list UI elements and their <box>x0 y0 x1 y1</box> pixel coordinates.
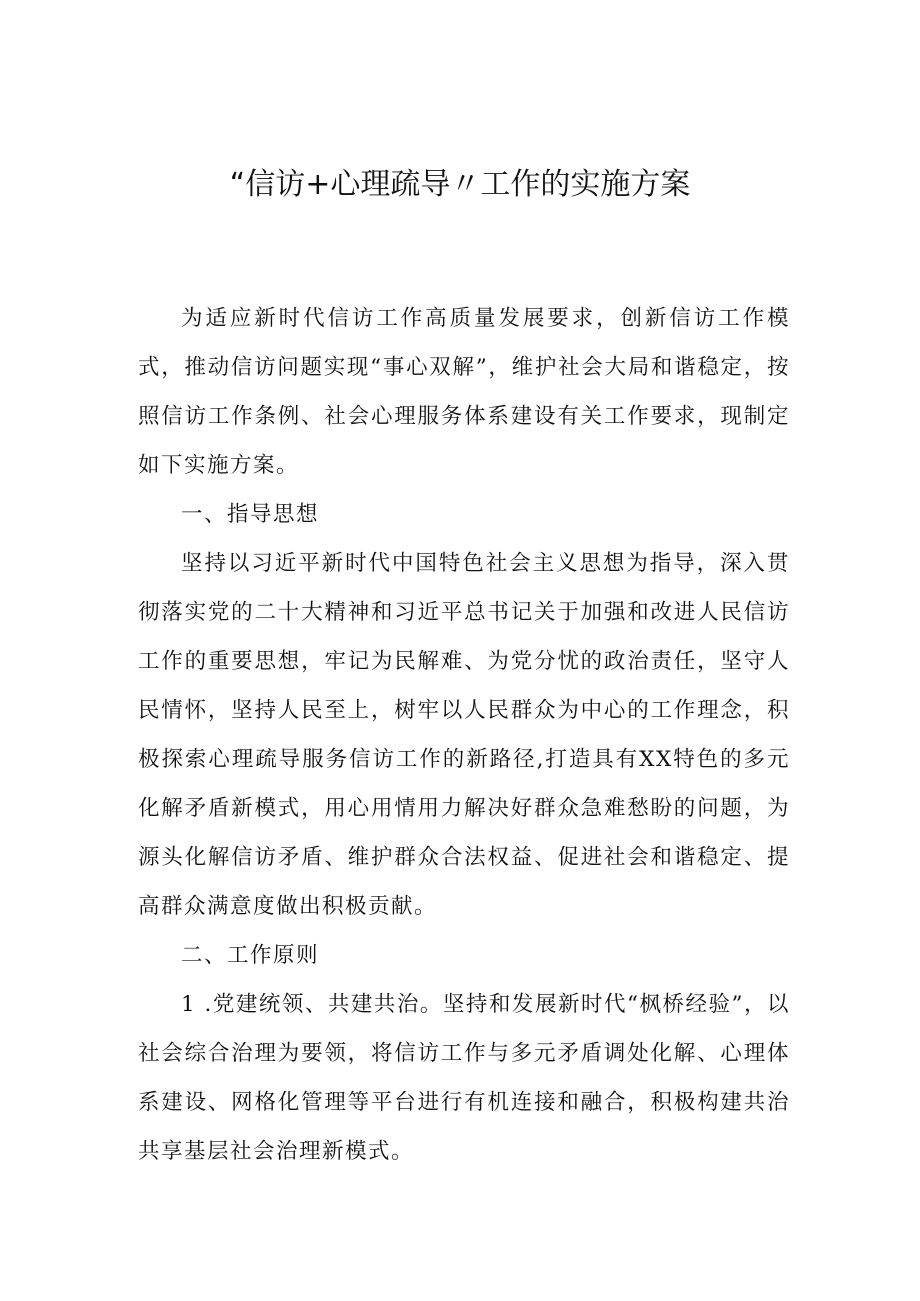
guiding-ideology-paragraph: 坚持以习近平新时代中国特色社会主义思想为指导，深入贯彻落实党的二十大精神和习近平总书记关于加强和改进人民信访工作的重要思想，牢记为民解难、为党分忧的政治责任，坚守人民情怀，坚持人民至上，树牢以人民群众为中心的工作理念，积极探索心理疏导服务信访工作的新路径,打造具有XX特色的多元化解矛盾新模式，用心用情用力解决好群众急难愁盼的问题，为源头化解信访矛盾、维护群众合法权益、促进社会和谐稳定、提高群众满意度做出积极贡献。 <box>138 551 790 919</box>
section-heading-guiding-ideology: 一、指导思想 <box>181 502 320 527</box>
intro-paragraph: 为适应新时代信访工作高质量发展要求，创新信访工作模式，推动信访问题实现“事心双解”，维护社会大局和谐稳定，按照信访工作条例、社会心理服务体系建设有关工作要求，现制定如下实施方案。 <box>138 306 790 478</box>
document-body <box>138 294 790 1176</box>
document-title: “信访+心理疏导〃工作的实施方案 <box>229 167 691 202</box>
section-heading-work-principles: 二、工作原则 <box>181 943 320 968</box>
principle-1-paragraph: 1 .党建统领、共建共治。坚持和发展新时代“枫桥经验”，以社会综合治理为要领，将信访工作与多元矛盾调处化解、心理体系建设、网格化管理等平台进行有机连接和融合，积极构建共治共享基层社会治理新模式。 <box>138 992 790 1164</box>
